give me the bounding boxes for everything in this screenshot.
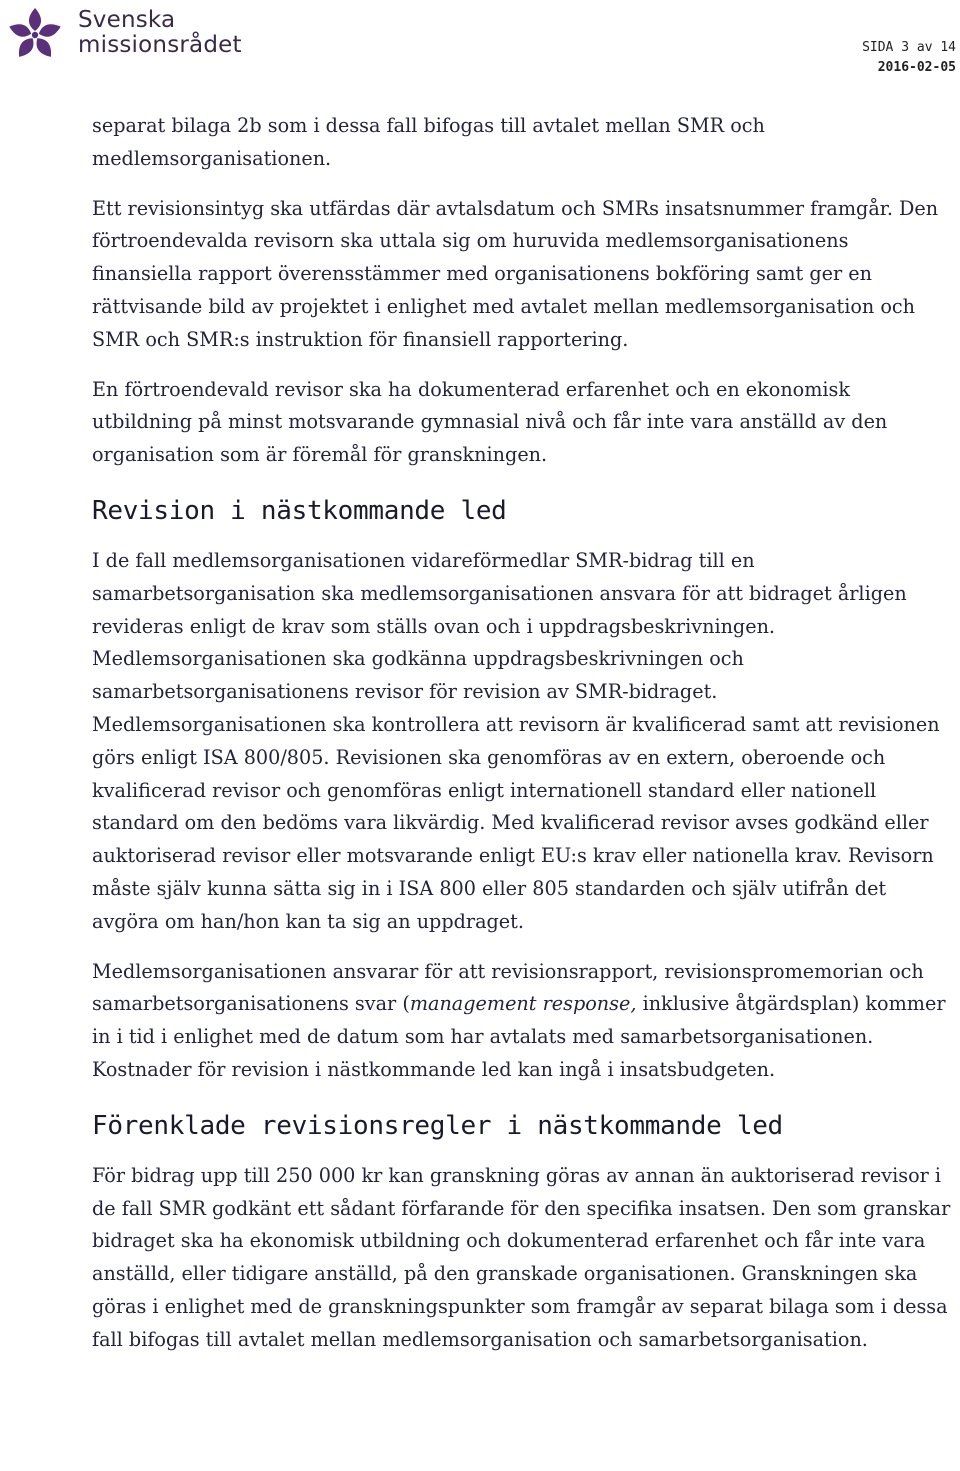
paragraph-5-italic: management response,: [409, 992, 637, 1016]
paragraph-5-text-a: Medlemsorganisationen ansvarar för att revisionsrapport, revisionspromemorian och samarbetsorganisationens svar (: [92, 959, 924, 1016]
logo-line-2: missionsrådet: [78, 32, 242, 58]
paragraph-3: En förtroendevald revisor ska ha dokumenterad erfarenhet och en ekonomisk utbildning på minst motsvarande gymnasial nivå och får inte vara anställd av den organisation som är föremål för granskningen.: [92, 377, 888, 467]
logo-line-1: Svenska: [78, 7, 176, 33]
organization-name: [78, 8, 242, 58]
paragraph-5: [92, 956, 954, 1087]
document-date: 2016-02-05: [877, 60, 956, 75]
paragraph-5-text-b: inklusive åtgärdsplan) kommer in i tid i enlighet med de datum som har avtalats med samarbetsorganisationen. Kostnader för revision i nästkommande led kan ingå i insatsbudgeten.: [92, 992, 946, 1081]
missionsradet-logo-icon: [4, 4, 66, 66]
page-header: [0, 0, 960, 80]
page-info: [862, 38, 956, 78]
paragraph-4: I de fall medlemsorganisationen vidareförmedlar SMR-bidrag till en samarbetsorganisation ska medlemsorganisationen ansvara för att bidraget årligen revideras enligt de krav som ställs ovan och i uppdragsbeskrivningen. Medlemsorganisationen ska godkänna uppdragsbeskrivningen och samarbetsorganisationens revisor för revision av SMR-bidraget. Medlemsorganisationen ska kontrollera att revisorn är kvalificerad samt att revisionen görs enligt ISA 800/805. Revisionen ska genomföras av en extern, oberoende och kvalificerad revisor och genomföras enligt internationell standard eller nationell standard om den bedöms vara likvärdig. Med kvalificerad revisor avses godkänd eller auktoriserad revisor eller motsvarande enligt EU:s krav eller nationella krav. Revisorn måste själv kunna sätta sig in i ISA 800 eller 805 standarden och själv utifrån det avgöra om han/hon kan ta sig an uppdraget.: [92, 548, 940, 933]
page-number: SIDA 3 av 14: [862, 40, 956, 55]
section-heading-simplified-rules: Förenklade revisionsregler i nästkommande led: [92, 1110, 783, 1141]
document-body: [92, 110, 954, 1374]
paragraph-2: Ett revisionsintyg ska utfärdas där avtalsdatum och SMRs insatsnummer framgår. Den förtroendevalda revisorn ska uttala sig om huruvida medlemsorganisationens finansiella rapport överensstämmer med organisationens bokföring samt ger en rättvisande bild av projektet i enlighet med avtalet mellan medlemsorganisation och SMR och SMR:s instruktion för finansiell rapportering.: [92, 196, 939, 351]
paragraph-1: separat bilaga 2b som i dessa fall bifogas till avtalet mellan SMR och medlemsorganisationen.: [92, 114, 765, 170]
paragraph-6: För bidrag upp till 250 000 kr kan granskning göras av annan än auktoriserad revisor i de fall SMR godkänt ett sådant förfarande för den specifika insatsen. Den som granskar bidraget ska ha ekonomisk utbildning och dokumenterad erfarenhet och får inte vara anställd, eller tidigare anställd, på den granskade organisationen. Granskningen ska göras i enlighet med de granskningspunkter som framgår av separat bilaga som i dessa fall bifogas till avtalet mellan medlemsorganisation och samarbetsorganisation.: [92, 1163, 951, 1351]
section-heading-revision: Revision i nästkommande led: [92, 495, 507, 526]
